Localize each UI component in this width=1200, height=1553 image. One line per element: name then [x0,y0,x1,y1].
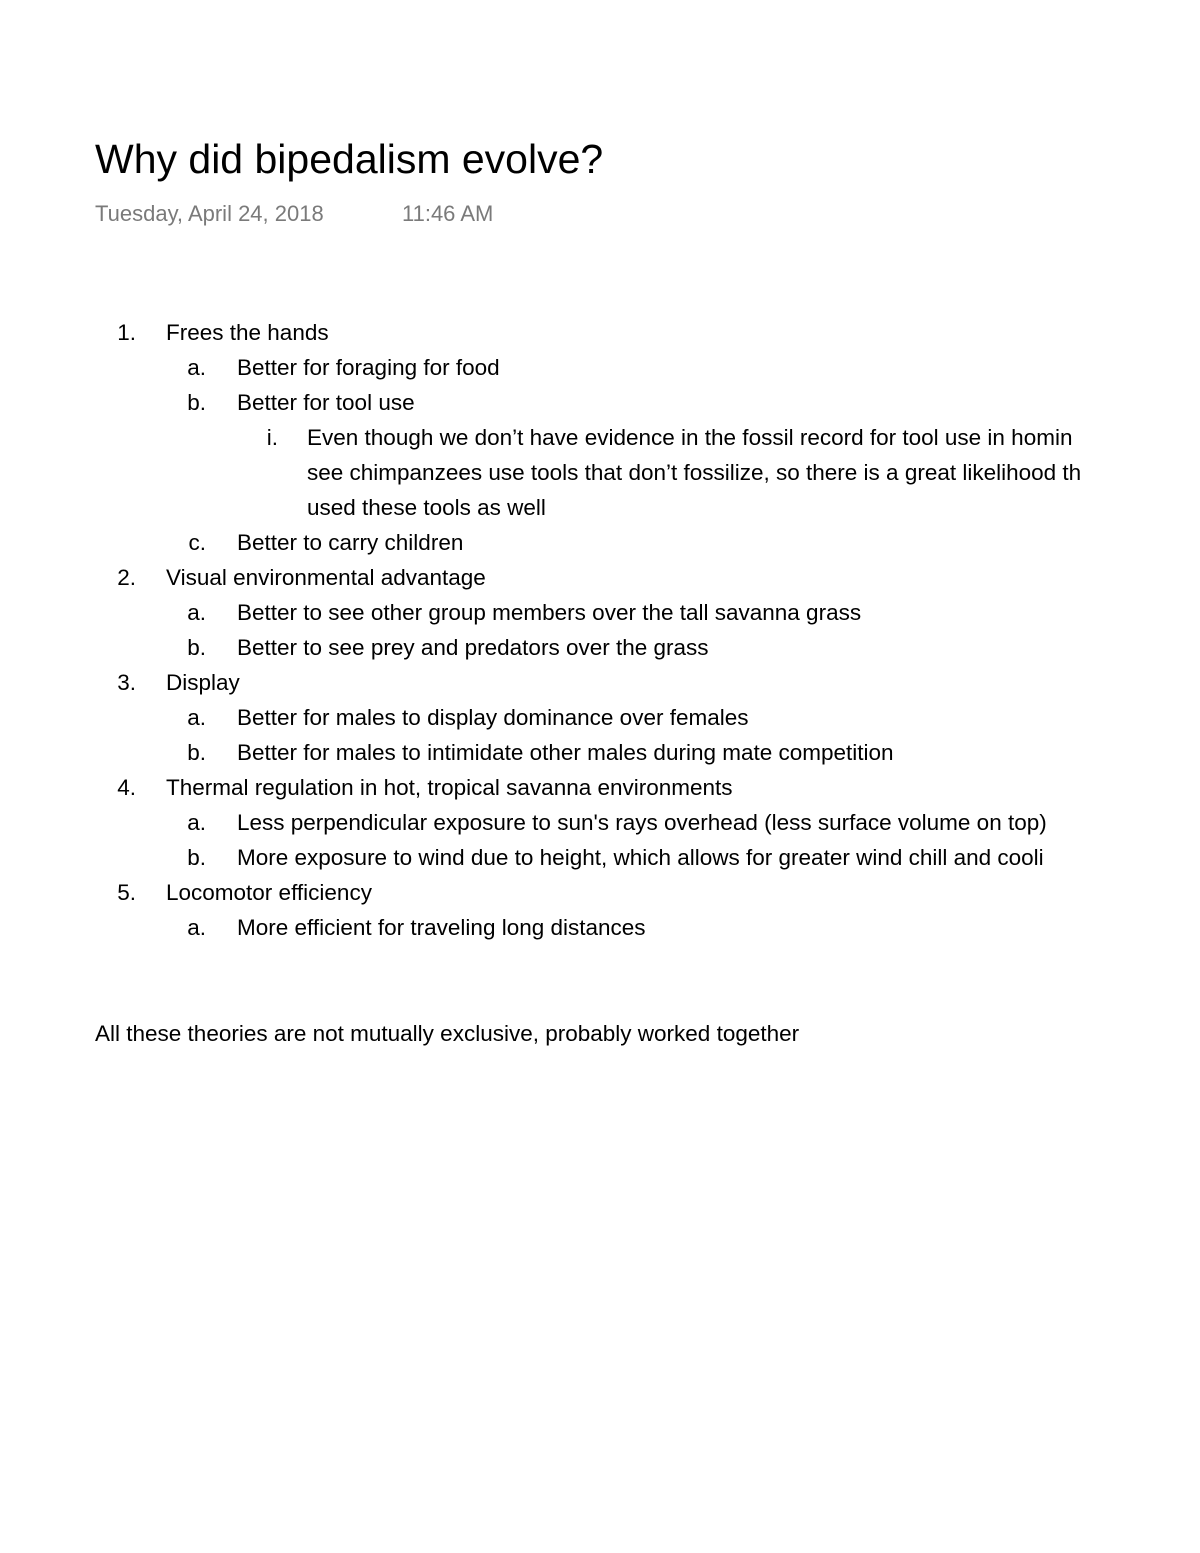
outline-marker: a. [187,705,206,730]
outline-text: Better to see prey and predators over the grass [237,635,709,660]
outline-marker: 2. [117,565,136,590]
outline-text: Even though we don’t have evidence in the fossil record for tool use in homin [307,425,1073,450]
outline-text: Better for foraging for food [237,355,500,380]
outline-marker: c. [188,530,206,555]
outline-text: Better for tool use [237,390,415,415]
outline-item [0,770,1200,805]
outline-text: see chimpanzees use tools that don’t fossilize, so there is a great likelihood th [307,460,1082,485]
outline-item [0,630,1200,665]
outline-text: Less perpendicular exposure to sun's rays overhead (less surface volume on top) [237,810,1047,835]
outline-text: More efficient for traveling long distances [237,915,646,940]
outline-item [0,385,1200,420]
outline-text: Thermal regulation in hot, tropical savanna environments [166,775,733,800]
outline-list [0,315,1200,945]
outline-item [0,315,1200,350]
outline-item [0,350,1200,385]
outline-item [0,910,1200,945]
outline-marker: 4. [117,775,136,800]
page-title: Why did bipedalism evolve? [95,136,604,182]
outline-marker: b. [187,845,206,870]
outline-item [0,420,1200,455]
outline-text: Better to see other group members over the tall savanna grass [237,600,862,625]
outline-text: More exposure to wind due to height, which allows for greater wind chill and cooli [237,845,1044,870]
outline-marker: b. [187,740,206,765]
outline-marker: a. [187,915,206,940]
outline-item [0,700,1200,735]
outline-item [0,490,1200,525]
outline-item [0,595,1200,630]
outline-item [0,455,1200,490]
outline-marker: a. [187,355,206,380]
outline-text: Better to carry children [237,530,464,555]
note-time: 11:46 AM [402,201,494,226]
outline-marker: a. [187,810,206,835]
outline-text: Better for males to display dominance over females [237,705,749,730]
note-date: Tuesday, April 24, 2018 [95,201,324,226]
outline-item [0,665,1200,700]
outline-item [0,875,1200,910]
outline-text: Better for males to intimidate other males during mate competition [237,740,894,765]
outline-text: Visual environmental advantage [166,565,486,590]
outline-item [0,735,1200,770]
outline-marker: 5. [117,880,136,905]
outline-item [0,805,1200,840]
outline-item [0,560,1200,595]
outline-marker: 1. [117,320,136,345]
outline-item [0,840,1200,875]
outline-text: Display [166,670,240,695]
outline-marker: 3. [117,670,136,695]
outline-text: Frees the hands [166,320,329,345]
outline-item [0,525,1200,560]
outline-marker: a. [187,600,206,625]
outline-text: Locomotor efficiency [166,880,372,905]
outline-text: used these tools as well [307,495,546,520]
outline-marker: b. [187,635,206,660]
outline-marker: i. [266,425,278,450]
summary-text: All these theories are not mutually exclusive, probably worked together [95,1021,800,1046]
outline-marker: b. [187,390,206,415]
